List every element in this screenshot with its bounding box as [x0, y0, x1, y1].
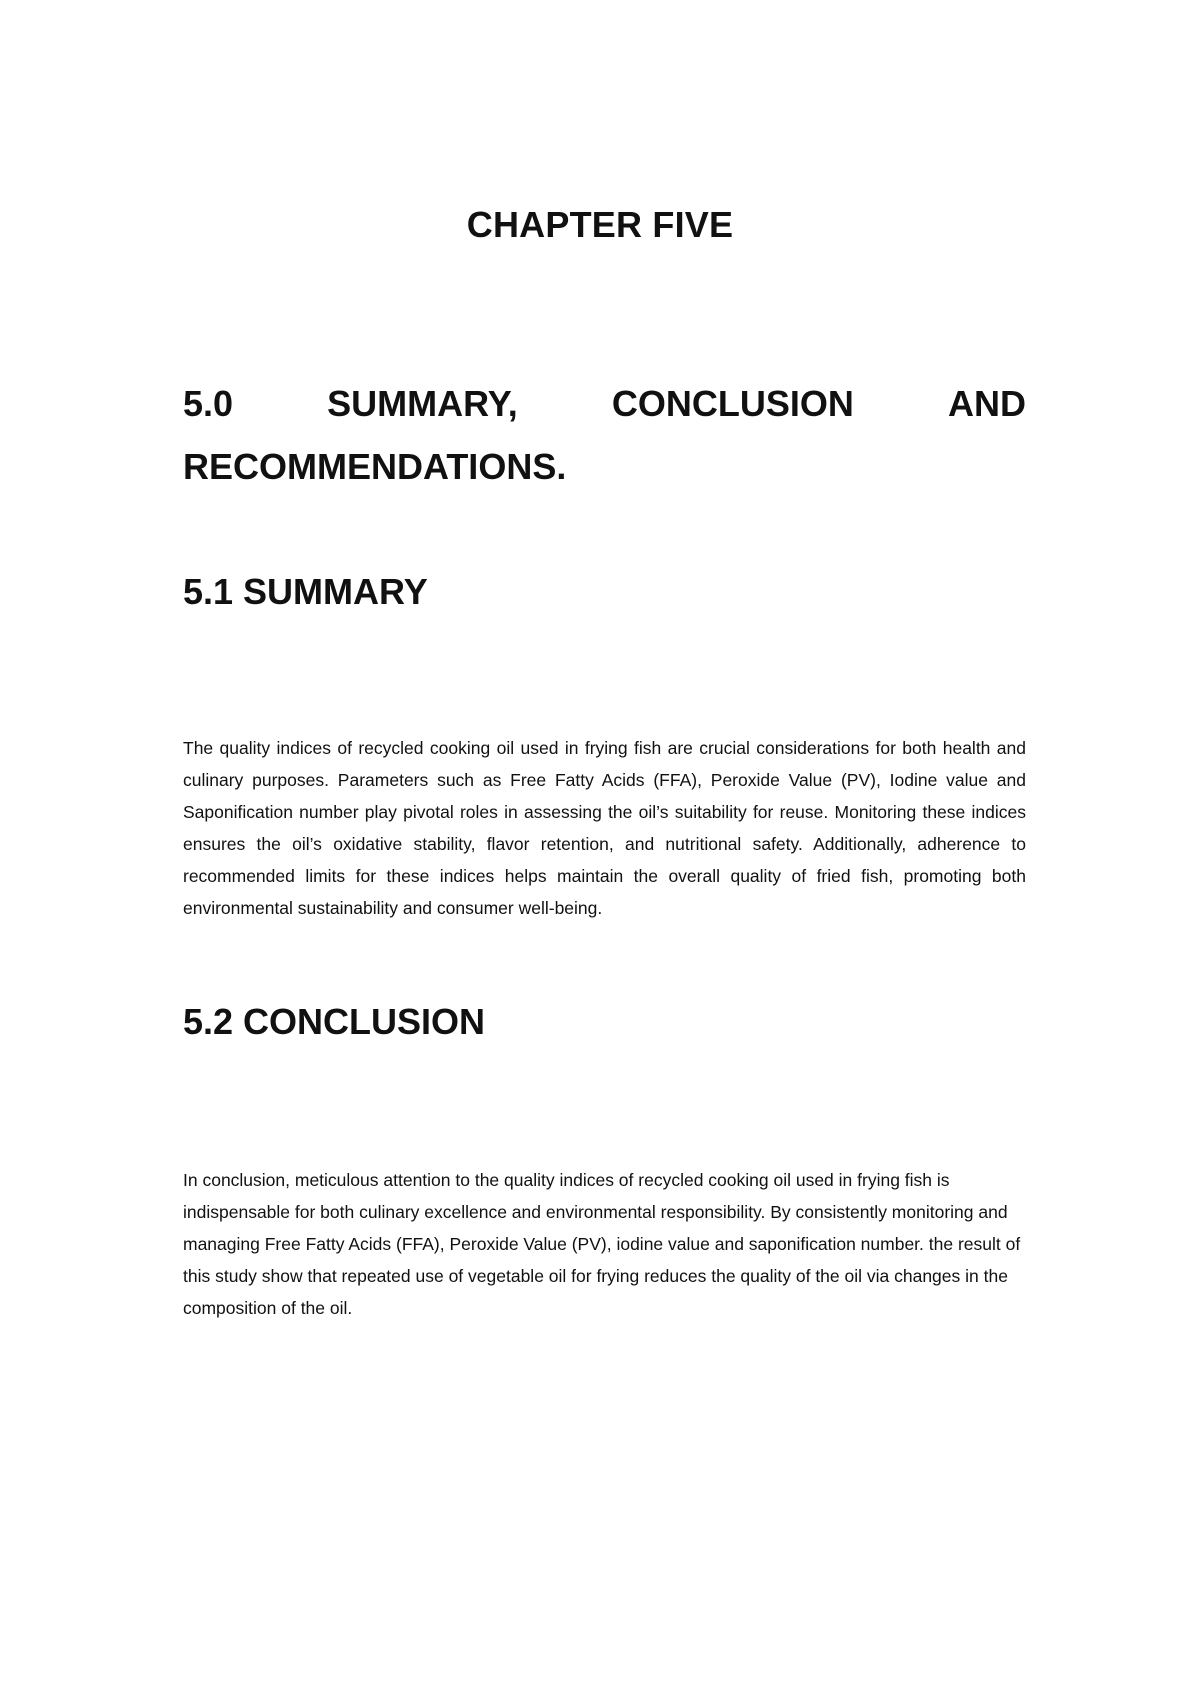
- main-heading-word: 5.0: [183, 383, 234, 424]
- main-heading-word: AND: [948, 383, 1026, 424]
- main-heading-line-1: [183, 372, 1026, 435]
- main-heading-word: CONCLUSION: [611, 383, 854, 424]
- conclusion-heading: 5.2 CONCLUSION: [183, 1001, 486, 1042]
- summary-paragraph: The quality indices of recycled cooking oil used in frying fish are crucial considerations for both health and culinary purposes. Parameters such as Free Fatty Acids (FFA), Peroxide Value (PV), Iodine value and Saponification number play pivotal roles in assessing the oil’s suitability for reuse. Monitoring these indices ensures the oil’s oxidative stability, flavor retention, and nutritional safety. Additionally, adherence to recommended limits for these indices helps maintain the overall quality of fried fish, promoting both environmental sustainability and consumer well-being.: [183, 738, 1026, 918]
- main-heading-line-2: RECOMMENDATIONS.: [183, 446, 567, 487]
- main-section-heading: [183, 372, 1026, 498]
- summary-heading: 5.1 SUMMARY: [183, 571, 428, 612]
- chapter-title: CHAPTER FIVE: [466, 204, 734, 245]
- main-heading-word: SUMMARY,: [327, 383, 518, 424]
- conclusion-paragraph: In conclusion, meticulous attention to the quality indices of recycled cooking oil used in frying fish is indispensable for both culinary excellence and environmental responsibility. By consistently monitoring and managing Free Fatty Acids (FFA), Peroxide Value (PV), iodine value and saponification number. the result of this study show that repeated use of vegetable oil for frying reduces the quality of the oil via changes in the composition of the oil.: [183, 1170, 1021, 1318]
